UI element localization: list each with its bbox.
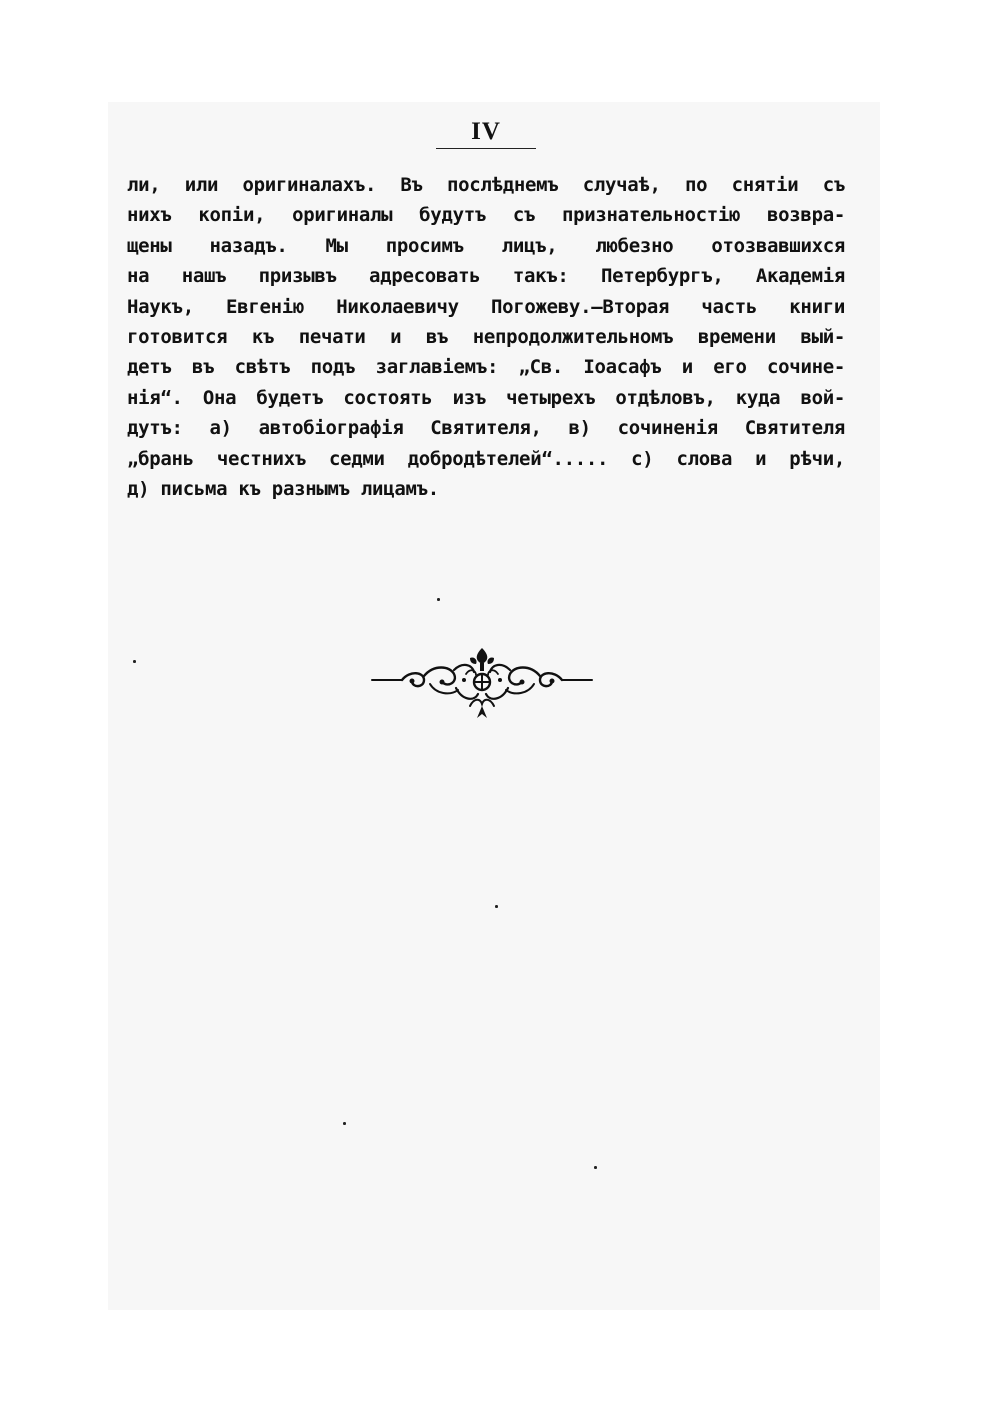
text-line: нихъ копіи, оригиналы будутъ съ признательностію возвра- bbox=[127, 204, 845, 227]
page-number-rule bbox=[436, 148, 536, 149]
text-line: д) письма къ разнымъ лицамъ. bbox=[127, 477, 439, 500]
text-line: нія“. Она будетъ состоять изъ четырехъ отдѣловъ, куда вой- bbox=[127, 386, 845, 409]
text-line: „брань честнихъ седми добродѣтелей“..... с) слова и рѣчи, bbox=[127, 447, 845, 470]
text-line: дутъ: а) автобіографія Святителя, в) сочиненія Святителя bbox=[127, 417, 845, 440]
ink-speck bbox=[594, 1166, 597, 1169]
text-line: на нашъ призывъ адресовать такъ: Петербургъ, Академія bbox=[127, 265, 845, 288]
text-line: Наукъ, Евгенію Николаевичу Погожеву.—Вторая часть книги bbox=[127, 295, 845, 318]
text-line: детъ въ свѣтъ подъ заглавіемъ: „Св. Іоасафъ и его сочине- bbox=[127, 356, 845, 379]
ink-speck bbox=[437, 598, 440, 601]
ink-speck bbox=[495, 905, 498, 908]
page-number: IV bbox=[471, 118, 501, 145]
body-paragraph bbox=[127, 170, 845, 504]
floral-ornament-icon bbox=[370, 644, 594, 720]
text-line: щены назадъ. Мы просимъ лицъ, любезно отозвавшихся bbox=[127, 234, 845, 257]
text-line: ли, или оригиналахъ. Въ послѣднемъ случаѣ, по снятіи съ bbox=[127, 174, 845, 196]
ink-speck bbox=[133, 660, 136, 663]
text-line: готовится къ печати и въ непродолжительномъ времени вый- bbox=[127, 325, 845, 348]
ink-speck bbox=[343, 1122, 346, 1125]
